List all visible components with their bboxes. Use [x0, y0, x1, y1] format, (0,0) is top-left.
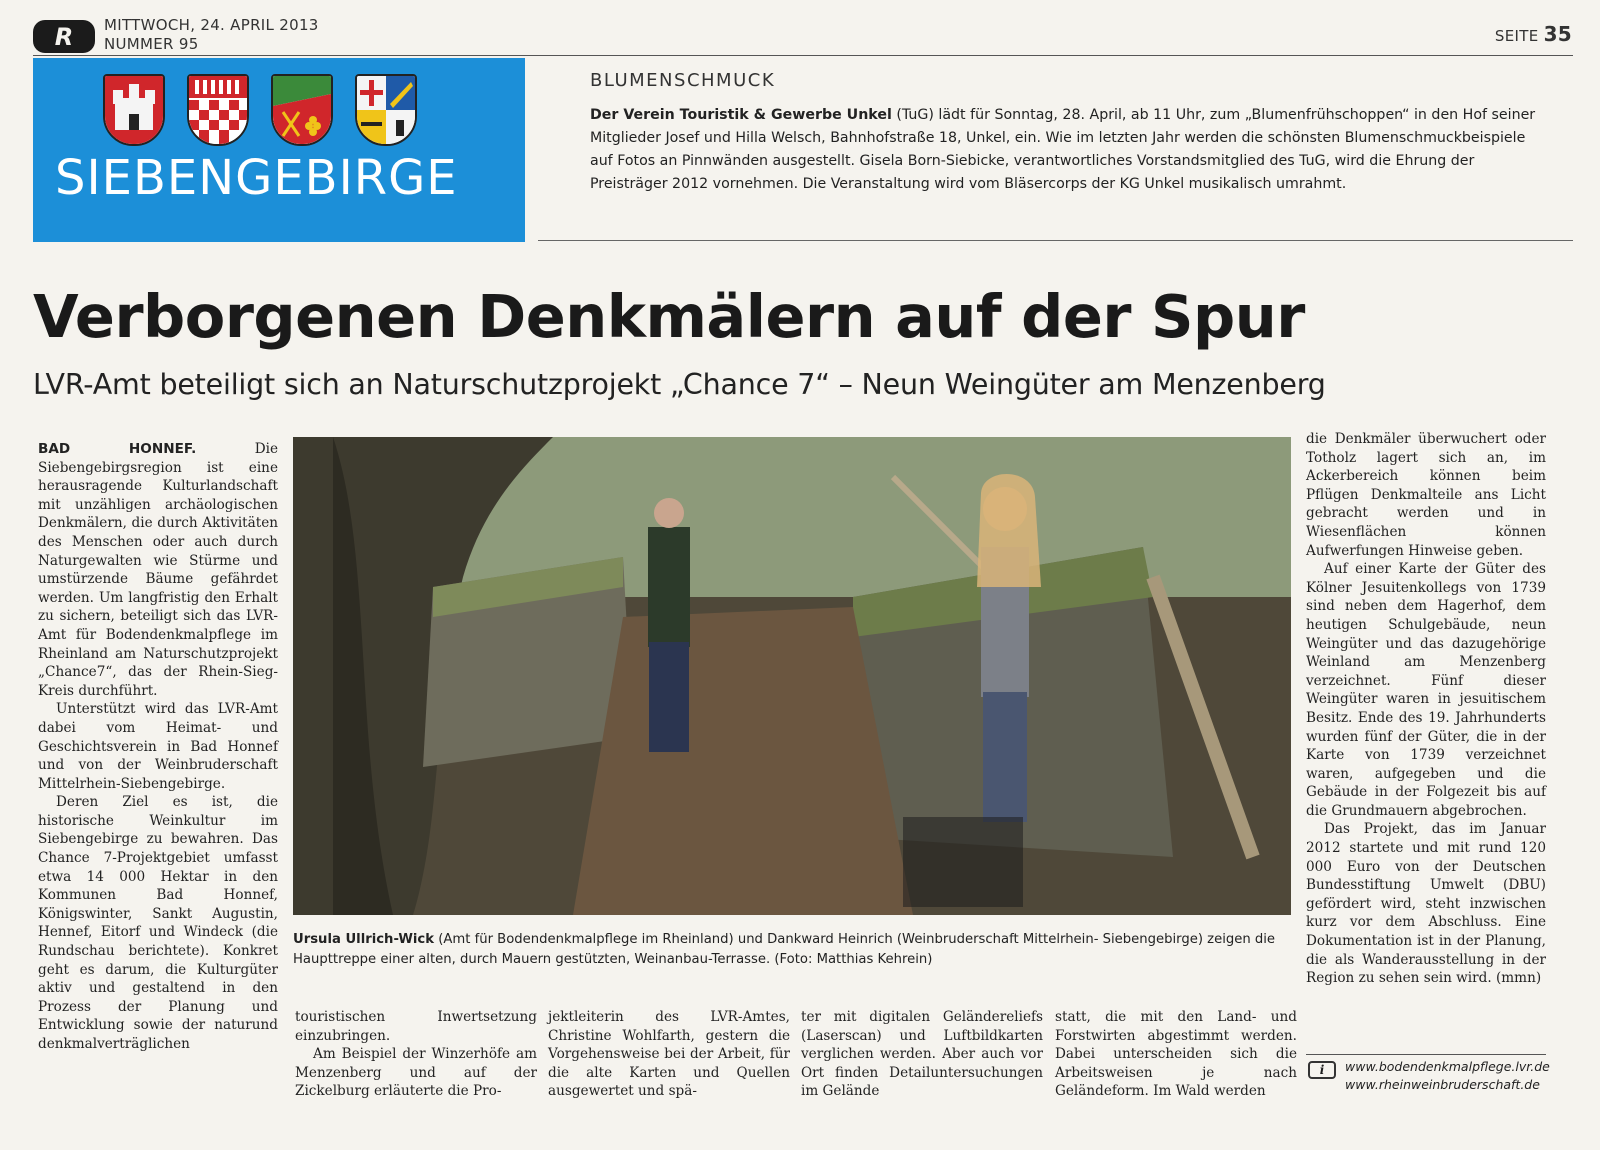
info-box-rule	[1306, 1054, 1546, 1055]
photo-caption	[293, 930, 1291, 970]
issue-info	[104, 16, 319, 54]
page-number-value: 35	[1543, 22, 1572, 46]
article-paragraph: Deren Ziel es ist, die historische Weinkultur im Siebengebirge zu bewahren. Das Chance 7-Projektgebiet umfasst etwa 14 000 Hektar in den Kommunen Bad Honnef, Königswinter, Sankt Augustin, Hennef, Eitorf und Windeck (die Rundschau berichtete). Konkret geht es darum, die Kulturgüter aktiv und gestaltend in den Prozess der Planung und Entwicklung sowie der naturund denkmalverträglichen	[38, 794, 278, 1052]
info-icon: i	[1308, 1061, 1336, 1079]
article-column-6	[1306, 430, 1546, 988]
page-label: SEITE	[1494, 27, 1539, 45]
article-column-1	[38, 440, 278, 1054]
dateline: BAD HONNEF.	[38, 441, 197, 457]
article-paragraph: Unterstützt wird das LVR-Amt dabei vom Heimat- und Geschichtsverein in Bad Honnef und von der Weinbruderschaft Mittelrhein-Siebengebirge.	[38, 701, 278, 792]
short-news-text	[590, 104, 1540, 196]
article-headline: Verborgenen Denkmälern auf der Spur	[33, 282, 1305, 351]
caption-name: Ursula Ullrich-Wick	[293, 932, 434, 947]
article-paragraph: touristischen Inwertsetzung einzubringen.	[295, 1009, 537, 1044]
article-photo	[293, 437, 1291, 915]
info-links	[1345, 1058, 1550, 1094]
article-paragraph: die Denkmäler überwuchert oder Totholz lagert sich an, im Ackerbereich können beim Pflügen Denkmalteile ans Licht gebracht werden und in Wiesenflächen können Aufwerfungen Hinweise geben.	[1306, 431, 1546, 559]
coat-of-arms-icon	[355, 74, 417, 146]
short-news-lead: Der Verein Touristik & Gewerbe Unkel	[590, 107, 892, 123]
region-title: SIEBENGEBIRGE	[55, 150, 458, 206]
coat-of-arms-icon	[103, 74, 165, 146]
top-rule	[33, 55, 1573, 56]
coat-of-arms-row	[103, 74, 417, 146]
newspaper-logo	[33, 20, 95, 53]
article-paragraph: ter mit digitalen Geländereliefs (Laserscan) und Luftbildkarten verglichen werden. Aber auch vor Ort finden Detailuntersuchungen im Gelände	[801, 1009, 1043, 1100]
article-paragraph: BAD HONNEF. Die Siebengebirgsregion ist eine herausragende Kulturlandschaft mit unzähligen archäologischen Denkmälern, die durch Aktivitäten des Menschen oder auch durch Naturgewalten wie Stürme und umstürzende Bäume gefährdet werden. Um langfristig den Erhalt zu sichern, beteiligt sich das LVR-Amt für Bodendenkmalpflege im Rheinland am Naturschutzprojekt „Chance7“, das der Rhein-Sieg-Kreis durchführt.	[38, 441, 279, 699]
article-paragraph: Das Projekt, das im Januar 2012 startete und mit rund 120 000 Euro von der Deutschen Bundesstiftung Umwelt (DBU) gefördert wird, steht inzwischen kurz vor dem Abschluss. Eine Dokumentation ist in der Planung, die als Wanderausstellung in der Region zu sehen sein wird. (mmn)	[1306, 821, 1546, 987]
article-paragraph: Auf einer Karte der Güter des Kölner Jesuitenkollegs von 1739 sind neben dem Hagerhof, dem heutigen Schulgebäude, neun Weingüter und das dazugehörige Weinland am Menzenberg verzeichnet. Fünf dieser Weingüter waren in jesuitischem Besitz. Ende des 19. Jahrhunderts wurden fünf der Güter, die in der Karte von 1739 verzeichnet waren, aufgegeben und die Gebäude in der Folgezeit bis auf die Grundmauern abgebrochen.	[1306, 561, 1546, 819]
coat-of-arms-icon	[187, 74, 249, 146]
short-news-kicker: BLUMENSCHMUCK	[590, 70, 776, 91]
logo-letter: R	[54, 22, 74, 51]
link-rheinweinbruderschaft[interactable]: www.rheinweinbruderschaft.de	[1345, 1077, 1540, 1092]
article-subheadline: LVR-Amt beteiligt sich an Naturschutzprojekt „Chance 7“ – Neun Weingüter am Menzenberg	[33, 368, 1326, 401]
issue-number: NUMMER 95	[104, 35, 199, 53]
article-column-5	[1055, 1008, 1297, 1101]
article-paragraph: jektleiterin des LVR-Amtes, Christine Wohlfarth, gestern die Vorgehensweise bei der Arbeit, für die alte Karten und Quellen ausgewertet und spä-	[548, 1009, 790, 1100]
short-news-rule	[538, 240, 1573, 241]
short-news-body: (TuG) lädt für Sonntag, 28. April, ab 11 Uhr, zum „Blumenfrühschoppen“ in den Hof seiner Mitglieder Josef und Hilla Welsch, Bahnhofstraße 18, Unkel, ein. Wie im letzten Jahr werden die schönsten Blumenschmuckbeispiele auf Fotos an Pinnwänden ausgestellt. Gisela Born-Siebicke, verantwortliches Vorstandsmitglied des TuG, wird die Ehrung der Preisträger 2012 vornehmen. Die Veranstaltung wird vom Bläsercorps der KG Unkel musikalisch umrahmt.	[590, 107, 1536, 192]
article-column-4	[801, 1008, 1043, 1101]
link-bodendenkmalpflege[interactable]: www.bodendenkmalpflege.lvr.de	[1345, 1059, 1550, 1074]
article-paragraph: Am Beispiel der Winzerhöfe am Menzenberg und auf der Zickelburg erläuterte die Pro-	[295, 1046, 537, 1100]
article-column-3	[548, 1008, 790, 1101]
caption-text: (Amt für Bodendenkmalpflege im Rheinland) und Dankward Heinrich (Weinbruderschaft Mittelrhein- Siebengebirge) zeigen die Haupttreppe einer alten, durch Mauern gestützten, Weinanbau-Terrasse. (Foto: Matthias Kehrein)	[293, 932, 1276, 967]
article-paragraph: statt, die mit den Land- und Forstwirten abgestimmt werden. Dabei unterscheiden sich die Arbeitsweisen je nach Geländeform. Im Wald werden	[1055, 1009, 1297, 1100]
coat-of-arms-icon	[271, 74, 333, 146]
region-banner	[33, 58, 525, 242]
photo-forest-scene	[293, 437, 1291, 915]
page-number	[1495, 22, 1572, 46]
article-column-2	[295, 1008, 537, 1101]
issue-date: MITTWOCH, 24. APRIL 2013	[104, 16, 319, 34]
